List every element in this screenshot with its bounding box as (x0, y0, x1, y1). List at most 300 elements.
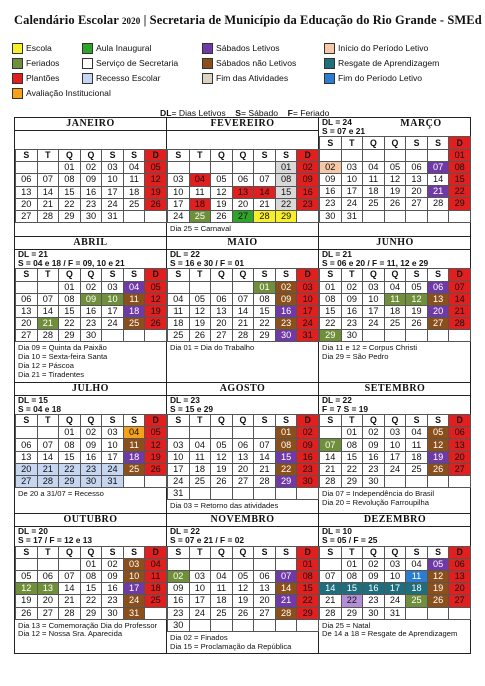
weekday-header (16, 546, 167, 558)
day-cell: 31 (341, 210, 363, 222)
day-cell: 06 (406, 161, 428, 173)
weekday-label: S (16, 546, 38, 558)
day-cell: 02 (320, 161, 342, 173)
day-cell: 28 (37, 210, 59, 222)
day-cell (189, 162, 211, 174)
day-cell: 01 (297, 558, 319, 570)
day-cell: 12 (384, 173, 406, 185)
weekday-label: S (320, 415, 342, 427)
day-cell: 21 (254, 198, 276, 210)
day-cell: 16 (297, 451, 319, 463)
month-table (15, 546, 167, 620)
month-name: OUTUBRO (15, 514, 166, 527)
day-cell (320, 149, 342, 161)
day-cell (232, 619, 254, 631)
day-cell: 15 (320, 305, 342, 317)
day-cell: 17 (168, 463, 190, 475)
week-row (16, 583, 167, 595)
weekday-label: T (341, 415, 363, 427)
day-cell (427, 475, 449, 487)
week-row (320, 583, 471, 595)
legend (12, 42, 482, 102)
day-cell: 05 (211, 174, 233, 186)
month-block (15, 237, 167, 382)
day-cell (16, 162, 38, 174)
day-cell: 09 (341, 293, 363, 305)
day-cell: 15 (449, 173, 471, 185)
month-notes (319, 488, 471, 510)
day-cell: 14 (232, 305, 254, 317)
week-row (168, 293, 319, 305)
week-row (16, 174, 167, 186)
legend-item (324, 72, 422, 84)
day-cell: 27 (427, 318, 449, 330)
month-block (167, 237, 319, 382)
weekday-label: D (449, 546, 471, 558)
day-cell (123, 475, 145, 487)
day-cell: 01 (341, 558, 363, 570)
month-block (167, 514, 319, 653)
day-cell (211, 281, 233, 293)
month-block (167, 118, 319, 236)
day-cell: 16 (168, 595, 190, 607)
day-cell: 22 (297, 595, 319, 607)
day-cell (320, 427, 342, 439)
day-cell: 18 (145, 583, 167, 595)
week-row (168, 210, 319, 222)
day-cell: 23 (80, 198, 102, 210)
day-cell: 14 (254, 451, 276, 463)
day-cell (254, 558, 276, 570)
day-cell: 23 (363, 595, 385, 607)
month-info: DL = 21 (322, 248, 352, 259)
day-cell: 04 (123, 427, 145, 439)
day-cell (384, 210, 406, 222)
weekday-label: T (37, 415, 59, 427)
week-row (168, 162, 319, 174)
weekday-label: S (16, 150, 38, 162)
month-block (15, 383, 167, 514)
week-row (168, 305, 319, 317)
day-cell: 13 (449, 439, 471, 451)
weekday-label: T (189, 269, 211, 281)
key-f: F (287, 108, 293, 118)
day-cell: 10 (102, 293, 124, 305)
note-line: Dia 12 = Páscoa (18, 361, 74, 371)
day-cell: 19 (232, 595, 254, 607)
day-cell: 14 (449, 293, 471, 305)
day-cell: 30 (80, 330, 102, 342)
day-cell (341, 149, 363, 161)
day-cell: 08 (297, 570, 319, 582)
day-cell: 01 (59, 162, 81, 174)
day-cell: 06 (211, 293, 233, 305)
note-line: Dia 25 = Natal (322, 620, 371, 630)
day-cell: 05 (406, 281, 428, 293)
weekday-label: D (297, 269, 319, 281)
month-info: DL = 10 (322, 526, 352, 537)
day-cell: 18 (123, 186, 145, 198)
day-cell: 10 (189, 583, 211, 595)
weekday-label: Q (384, 415, 406, 427)
day-cell: 08 (59, 439, 81, 451)
day-cell: 28 (320, 475, 342, 487)
day-cell: 11 (168, 305, 190, 317)
day-cell: 06 (427, 281, 449, 293)
legend-swatch (12, 88, 23, 99)
day-cell: 18 (406, 583, 428, 595)
weekday-header (16, 415, 167, 427)
weekday-label: S (320, 269, 342, 281)
day-cell: 29 (341, 607, 363, 619)
day-cell: 21 (254, 463, 276, 475)
month-info: F = 7 S = 19 (322, 403, 369, 414)
day-cell: 31 (123, 607, 145, 619)
note-line: Dia 09 = Quinta da Paixão (18, 343, 107, 353)
week-row (168, 427, 319, 439)
day-cell (363, 149, 385, 161)
day-cell: 01 (80, 558, 102, 570)
weekday-label: Q (363, 137, 385, 149)
day-cell: 19 (406, 305, 428, 317)
day-cell: 19 (427, 583, 449, 595)
day-cell: 22 (59, 198, 81, 210)
week-row (168, 451, 319, 463)
day-cell (145, 210, 167, 222)
weekday-header (16, 150, 167, 162)
month-name: MARÇO (400, 118, 442, 129)
weekday-label: D (449, 137, 471, 149)
page-title (14, 13, 482, 28)
day-cell: 01 (59, 281, 81, 293)
day-cell: 30 (363, 607, 385, 619)
month-info: S = 06 e 20 / F = 11, 12 e 29 (322, 258, 429, 269)
weekday-label: Q (59, 415, 81, 427)
day-cell: 24 (123, 595, 145, 607)
key-s-text: = Sábado (240, 108, 279, 118)
week-row (16, 439, 167, 451)
key-f-text: = Feriado (292, 108, 330, 118)
day-cell (211, 427, 233, 439)
day-cell: 13 (16, 451, 38, 463)
month-block (319, 514, 471, 653)
day-cell: 24 (168, 210, 190, 222)
month-notes (319, 342, 471, 364)
day-cell: 29 (59, 210, 81, 222)
day-cell: 02 (80, 162, 102, 174)
day-cell: 22 (275, 198, 297, 210)
month-notes (167, 342, 318, 355)
day-cell: 11 (189, 186, 211, 198)
day-cell: 07 (59, 570, 81, 582)
day-cell: 04 (363, 161, 385, 173)
day-cell: 08 (59, 174, 81, 186)
day-cell (123, 210, 145, 222)
legend-swatch (324, 73, 335, 84)
day-cell: 20 (427, 305, 449, 317)
day-cell: 18 (189, 198, 211, 210)
day-cell: 06 (16, 174, 38, 186)
day-cell: 26 (211, 210, 233, 222)
day-cell: 22 (341, 595, 363, 607)
day-cell: 11 (189, 451, 211, 463)
day-cell: 18 (123, 305, 145, 317)
month-notes (167, 223, 318, 236)
day-cell: 14 (427, 173, 449, 185)
week-row (168, 607, 319, 619)
note-line: Dia 13 = Comemoração Dia do Professor (18, 620, 158, 630)
day-cell (211, 488, 233, 500)
week-row (168, 595, 319, 607)
day-cell: 04 (406, 558, 428, 570)
day-cell (59, 558, 81, 570)
day-cell: 11 (384, 293, 406, 305)
day-cell: 10 (168, 186, 190, 198)
month-info: S = 07 e 21 / F = 02 (170, 535, 245, 546)
day-cell: 08 (59, 293, 81, 305)
day-cell: 17 (297, 305, 319, 317)
week-row (16, 558, 167, 570)
day-cell: 22 (341, 463, 363, 475)
day-cell (168, 558, 190, 570)
day-cell: 09 (102, 570, 124, 582)
day-cell: 25 (168, 330, 190, 342)
day-cell (37, 162, 59, 174)
organization-name: Secretaria de Município da Educação do Rio Grande - SMEd (149, 13, 482, 27)
week-row (168, 318, 319, 330)
week-row (320, 570, 471, 582)
day-cell (232, 488, 254, 500)
note-line: Dia 11 e 12 = Corpus Christi (322, 343, 418, 353)
year: 2020 (121, 16, 141, 26)
day-cell: 09 (297, 439, 319, 451)
day-cell: 05 (427, 427, 449, 439)
day-cell (168, 162, 190, 174)
day-cell: 08 (80, 570, 102, 582)
day-cell (102, 330, 124, 342)
day-cell: 14 (37, 305, 59, 317)
day-cell: 03 (189, 570, 211, 582)
weekday-label: S (102, 546, 124, 558)
day-cell: 31 (168, 488, 190, 500)
day-cell: 02 (363, 558, 385, 570)
day-cell: 04 (123, 162, 145, 174)
day-cell: 16 (363, 451, 385, 463)
day-cell: 26 (16, 607, 38, 619)
month-name: JUNHO (319, 237, 471, 250)
day-cell: 24 (384, 463, 406, 475)
legend-swatch (324, 43, 335, 54)
month-notes (167, 500, 318, 513)
day-cell: 20 (16, 463, 38, 475)
weekday-label: S (406, 546, 428, 558)
day-cell: 13 (427, 293, 449, 305)
key-dl-text: = Dias Letivos (171, 108, 226, 118)
day-cell: 12 (406, 293, 428, 305)
day-cell: 12 (232, 583, 254, 595)
weekday-label: S (275, 269, 297, 281)
weekday-label: S (427, 269, 449, 281)
day-cell: 26 (427, 463, 449, 475)
day-cell: 22 (449, 186, 471, 198)
day-cell: 02 (363, 427, 385, 439)
month-block (167, 383, 319, 514)
month-info: S = 04 e 18 / F = 09, 10 e 21 (18, 258, 125, 269)
day-cell: 05 (211, 439, 233, 451)
week-row (320, 198, 471, 210)
day-cell: 25 (189, 475, 211, 487)
day-cell: 21 (427, 186, 449, 198)
day-cell: 10 (168, 451, 190, 463)
month-info: DL = 22 (322, 394, 352, 405)
day-cell: 01 (254, 281, 276, 293)
week-row (320, 558, 471, 570)
day-cell: 16 (341, 305, 363, 317)
day-cell: 02 (341, 281, 363, 293)
legend-item (82, 57, 178, 69)
month-name: SETEMBRO (319, 383, 471, 396)
day-cell: 09 (297, 174, 319, 186)
day-cell: 20 (232, 463, 254, 475)
day-cell: 16 (80, 186, 102, 198)
weekday-label: D (145, 546, 167, 558)
month-table (319, 268, 471, 342)
day-cell: 05 (232, 570, 254, 582)
day-cell: 24 (297, 318, 319, 330)
day-cell: 14 (37, 186, 59, 198)
month-name: AGOSTO (167, 383, 318, 396)
day-cell: 26 (232, 607, 254, 619)
day-cell (168, 281, 190, 293)
day-cell: 15 (297, 583, 319, 595)
day-cell: 11 (123, 439, 145, 451)
day-cell: 27 (16, 475, 38, 487)
app-name: Calendário Escolar (14, 13, 119, 27)
day-cell: 30 (168, 619, 190, 631)
day-cell: 27 (16, 210, 38, 222)
day-cell (232, 427, 254, 439)
week-row (320, 475, 471, 487)
day-cell: 01 (341, 427, 363, 439)
day-cell: 12 (145, 174, 167, 186)
weekday-label: Q (80, 415, 102, 427)
day-cell: 05 (145, 162, 167, 174)
week-row (320, 463, 471, 475)
day-cell: 07 (320, 570, 342, 582)
day-cell: 06 (37, 570, 59, 582)
day-cell: 27 (211, 330, 233, 342)
day-cell: 17 (102, 186, 124, 198)
day-cell: 15 (254, 305, 276, 317)
day-cell (275, 558, 297, 570)
legend-item (202, 72, 288, 84)
day-cell (363, 330, 385, 342)
day-cell (254, 162, 276, 174)
day-cell (427, 149, 449, 161)
week-row (320, 210, 471, 222)
day-cell: 23 (168, 607, 190, 619)
day-cell: 16 (80, 451, 102, 463)
day-cell: 28 (320, 607, 342, 619)
day-cell: 05 (189, 293, 211, 305)
legend-swatch (12, 43, 23, 54)
weekday-label: D (297, 415, 319, 427)
day-cell: 27 (232, 210, 254, 222)
legend-label: Serviço de Secretaria (96, 58, 179, 68)
month-block (319, 237, 471, 382)
note-line: Dia 03 = Retorno das atividades (170, 501, 279, 511)
day-cell: 20 (449, 583, 471, 595)
weekday-label: S (168, 415, 190, 427)
month-table (167, 149, 319, 223)
day-cell: 20 (211, 318, 233, 330)
day-cell: 08 (275, 174, 297, 186)
day-cell: 17 (189, 595, 211, 607)
day-cell (232, 281, 254, 293)
month-info: DL = 23 (170, 394, 200, 405)
legend-swatch (202, 58, 213, 69)
quarter-row (15, 118, 470, 237)
day-cell: 09 (168, 583, 190, 595)
day-cell: 02 (80, 281, 102, 293)
weekday-label: D (145, 150, 167, 162)
month-notes (15, 223, 166, 227)
day-cell: 12 (145, 439, 167, 451)
day-cell (297, 488, 319, 500)
day-cell: 12 (189, 305, 211, 317)
day-cell: 25 (123, 463, 145, 475)
week-row (16, 570, 167, 582)
week-row (320, 595, 471, 607)
day-cell: 25 (145, 595, 167, 607)
day-cell: 20 (232, 198, 254, 210)
day-cell: 10 (297, 293, 319, 305)
day-cell: 13 (16, 186, 38, 198)
day-cell: 24 (341, 198, 363, 210)
day-cell: 19 (145, 305, 167, 317)
month-block (15, 118, 167, 236)
weekday-label: S (168, 269, 190, 281)
day-cell (232, 162, 254, 174)
day-cell: 26 (145, 198, 167, 210)
weekday-label: T (37, 546, 59, 558)
day-cell: 21 (449, 305, 471, 317)
day-cell (406, 149, 428, 161)
day-cell: 02 (275, 281, 297, 293)
day-cell: 13 (232, 451, 254, 463)
day-cell: 26 (427, 595, 449, 607)
day-cell: 08 (275, 439, 297, 451)
day-cell: 15 (275, 451, 297, 463)
day-cell: 23 (363, 463, 385, 475)
day-cell (297, 210, 319, 222)
day-cell: 04 (211, 570, 233, 582)
weekday-label: S (320, 546, 342, 558)
day-cell (189, 281, 211, 293)
weekday-label: D (145, 269, 167, 281)
weekday-header (168, 150, 319, 162)
day-cell: 17 (102, 305, 124, 317)
day-cell (449, 330, 471, 342)
weekday-label: Q (59, 546, 81, 558)
legend-item (12, 42, 52, 54)
day-cell: 04 (406, 427, 428, 439)
day-cell: 23 (297, 198, 319, 210)
legend-swatch (82, 73, 93, 84)
note-line: Dia 10 = Sexta-feira Santa (18, 352, 108, 362)
day-cell (16, 427, 38, 439)
day-cell: 30 (275, 330, 297, 342)
